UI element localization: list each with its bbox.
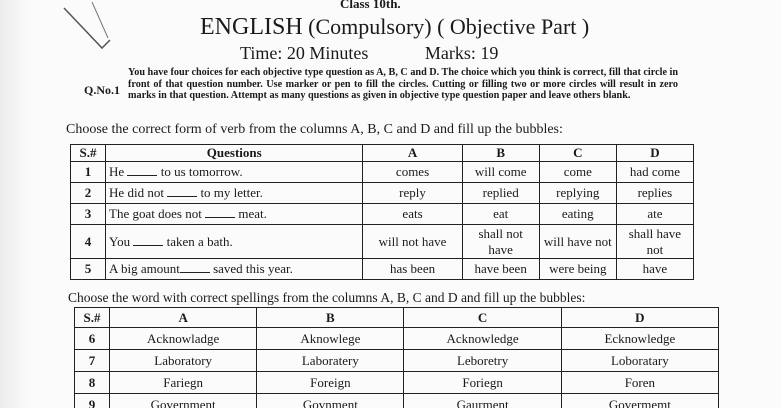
row-number: 1 <box>71 162 106 183</box>
time-marks-line <box>240 43 498 64</box>
table-row <box>75 350 719 372</box>
question-cell <box>106 183 363 204</box>
option-c: Foriegn <box>404 372 561 394</box>
section1-heading: Choose the correct form of verb from the columns A, B, C and D and fill up the bubbles: <box>66 122 563 137</box>
option-d: Loboratary <box>561 350 718 372</box>
option-b: Foreign <box>257 372 404 394</box>
blank-line <box>133 235 163 246</box>
option-b: shall not have <box>462 225 539 259</box>
row-number: 4 <box>71 225 106 259</box>
option-c: replying <box>539 183 616 204</box>
option-d: replies <box>616 183 693 204</box>
option-b: replied <box>462 183 539 204</box>
paper-subtitle: (Compulsory) ( Objective Part ) <box>308 14 590 39</box>
table-row <box>75 328 719 350</box>
option-c: will have not <box>539 225 616 259</box>
option-b: Aknowlege <box>257 328 404 350</box>
option-d: Govermemt <box>561 394 718 408</box>
column-header: S.# <box>71 145 106 162</box>
row-number: 8 <box>75 372 110 394</box>
column-header: C <box>539 145 616 162</box>
option-b: Govnment <box>257 394 404 408</box>
question-pre: He did not <box>109 185 164 200</box>
column-header: D <box>616 145 693 162</box>
subject-name: ENGLISH <box>200 14 303 40</box>
table-row <box>71 225 694 259</box>
row-number: 5 <box>71 259 106 280</box>
column-header: S.# <box>75 308 110 328</box>
question-cell <box>106 162 363 183</box>
question-post: saved this year. <box>213 261 293 276</box>
option-d: have <box>616 259 693 280</box>
row-number: 6 <box>75 328 110 350</box>
option-d: shall have not <box>616 225 693 259</box>
spelling-table <box>74 307 719 408</box>
paper-title <box>200 14 589 41</box>
option-a: will not have <box>363 225 462 259</box>
option-a: eats <box>363 204 462 225</box>
total-marks: Marks: 19 <box>424 43 499 63</box>
question-post: to my letter. <box>200 185 263 200</box>
option-b: Laboratery <box>257 350 404 372</box>
option-c: were being <box>539 259 616 280</box>
question-post: taken a bath. <box>166 233 233 249</box>
table-row <box>71 259 694 280</box>
question-cell <box>106 225 363 259</box>
section2-heading: Choose the word with correct spellings from the columns A, B, C and D and fill up the bubbles: <box>68 290 586 305</box>
instructions-text: You have four choices for each objective type question as A, B, C and D. The choice which you think is correct, fill that circle in front of that question number. Use marker or pen to fill the circles. Cutting or filling two or more circles will result in zero marks in that question. Attempt as many questions as given in objective type question paper and leave others blank. <box>128 67 679 101</box>
column-header: Questions <box>106 145 363 162</box>
option-b: will come <box>462 162 539 183</box>
table-row <box>75 394 719 408</box>
option-a: Government <box>110 394 257 408</box>
option-c: Acknowledge <box>404 328 561 350</box>
blank-line <box>127 165 157 176</box>
row-number: 3 <box>71 204 106 225</box>
table-header-row <box>71 145 694 162</box>
column-header: A <box>110 308 257 328</box>
option-a: reply <box>363 183 462 204</box>
column-header: B <box>462 145 539 162</box>
option-d: Ecknowledge <box>561 328 718 350</box>
column-header: A <box>363 145 462 162</box>
question-cell <box>106 204 363 225</box>
row-number: 9 <box>75 394 110 408</box>
option-a: Acknowladge <box>110 328 257 350</box>
question-pre: A big amount <box>109 261 180 276</box>
column-header: B <box>257 308 404 328</box>
question-pre: You <box>109 233 131 249</box>
table-row <box>71 204 694 225</box>
option-c: eating <box>539 204 616 225</box>
table-row <box>75 372 719 394</box>
column-header: C <box>404 308 561 328</box>
option-b: have been <box>462 259 539 280</box>
option-a: Fariegn <box>110 372 257 394</box>
question-number: Q.No.1 <box>84 83 120 97</box>
table-header-row <box>75 308 719 328</box>
verb-forms-table <box>70 144 694 280</box>
pen-scribble-mark <box>62 0 122 60</box>
option-a: Laboratory <box>110 350 257 372</box>
table-row <box>71 162 694 183</box>
option-d: Foren <box>561 372 718 394</box>
page-edge-shadow <box>0 0 30 408</box>
option-b: eat <box>462 204 539 225</box>
time-allowed: Time: 20 Minutes <box>240 43 369 63</box>
blank-line <box>180 262 210 273</box>
option-c: come <box>539 162 616 183</box>
column-header: D <box>561 308 718 328</box>
option-d: had come <box>616 162 693 183</box>
question-pre: The goat does not <box>109 206 202 221</box>
table-row <box>71 183 694 204</box>
question-cell <box>106 259 363 280</box>
option-a: has been <box>363 259 462 280</box>
option-a: comes <box>363 162 462 183</box>
question-post: meat. <box>238 206 267 221</box>
row-number: 2 <box>71 183 106 204</box>
option-d: ate <box>616 204 693 225</box>
question-pre: He <box>109 164 125 179</box>
option-c: Leboretry <box>404 350 561 372</box>
blank-line <box>167 186 197 197</box>
class-label: Class 10th. <box>340 0 401 11</box>
row-number: 7 <box>75 350 110 372</box>
question-post: to us tomorrow. <box>160 164 243 179</box>
option-c: Gaurment <box>404 394 561 408</box>
blank-line <box>205 207 235 218</box>
